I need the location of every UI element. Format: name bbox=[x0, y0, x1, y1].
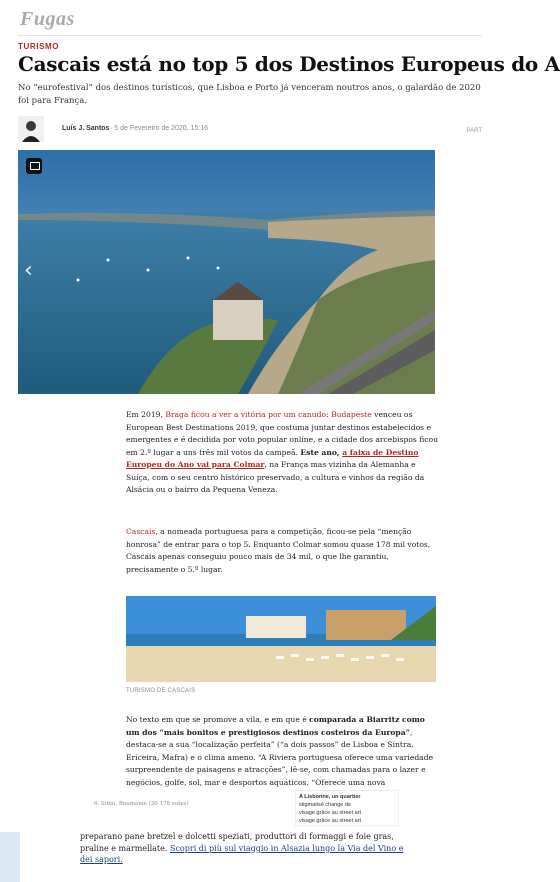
section-label[interactable]: TURISMO bbox=[18, 42, 60, 51]
publish-date: · 5 de Fevereiro de 2020, 15:16 bbox=[110, 125, 209, 132]
popup-line: visage grâce au street art bbox=[299, 818, 362, 824]
header-divider bbox=[18, 35, 482, 36]
popup-line: A Lisbonne, un quartier bbox=[299, 794, 361, 800]
link-cascais[interactable]: Cascais bbox=[126, 527, 156, 536]
link-braga[interactable]: Braga ficou a ver a vitória por um canudo bbox=[165, 410, 327, 419]
gallery-icon[interactable] bbox=[26, 158, 42, 174]
site-logo-text: Fugas bbox=[20, 8, 75, 30]
paragraph-2: Cascais, a nomeada portuguesa para a competição, ficou-se pela “menção honrosa” de entrar para o top 5. Enquanto Colmar somou quase 178 mil votos, Cascais apenas conseguiu pouco mais de 34 mil, o que lhe garantiu, precisamente o 5.º lugar. bbox=[126, 527, 431, 574]
ranking-overlay-text: 6. Sibiu, Roumanie (30 178 votes) bbox=[94, 801, 189, 807]
bottom-left-tab[interactable] bbox=[0, 832, 20, 882]
link-colmar[interactable]: a faixa de Destino Europeu do Ano vai para Colmar bbox=[126, 447, 419, 469]
author-avatar[interactable] bbox=[18, 116, 44, 142]
paragraph-3: No texto em que se promove a vila, e em que é comparada a Biarritz como um dos “mais bonitos e prestigiosos destinos costeiros da Europa”, destaca-se a sua “localização perfeita” (“a dois passos” de Lisboa e Sintra, Ericeira, Mafra) e o clima ameno. “A Riviera portuguesa oferece uma variedade surpreendente de paisagens e atracções”, lê-se, com chamadas para o lazer e negócios, golfe, sol, mar e desportos aquáticos. “Oferece uma nova bbox=[126, 715, 434, 787]
article-lede: No “eurofestival” dos destinos turísticos, que Lisboa e Porto já venceram noutros anos, o galardão de 2020 foi para França. bbox=[18, 83, 481, 106]
image-caption: TURISMO DE CASCAIS bbox=[126, 688, 196, 694]
hero-image[interactable] bbox=[18, 150, 435, 394]
byline bbox=[18, 116, 482, 142]
author-name[interactable]: Luís J. Santos bbox=[62, 125, 110, 132]
popup-line: visage grâce au street art bbox=[299, 810, 362, 816]
article-title: Cascais está no top 5 dos Destinos Europeus do A bbox=[18, 52, 560, 76]
paragraph-1: Em 2019, Braga ficou a ver a vitória por um canudo: Budapeste venceu os European Best Destinations 2019, que costuma juntar destinos estabelecidos e emergentes e é decidida por voto popular online, e a cidade dos arcebispos ficou em 2.º lugar a uns três mil votos da campeã. Este ano, a faixa de Destino Europeu do Ano vai para Colmar, na França mas vizinha da Alemanha e Suíça, com o seu centro histórico preservado, a cultura e vinhos da região da Alsácia ou o bairro da Pequena Veneza. bbox=[126, 410, 439, 494]
alsace-trip-link[interactable]: Scopri di più sul viaggio in Alsazia lungo la Via del Vino e dei sapori. bbox=[80, 843, 404, 864]
chevron-left-icon[interactable]: ‹ bbox=[24, 258, 33, 283]
popup-line: stigmatisé change de bbox=[299, 802, 351, 808]
link-budapeste[interactable]: Budapeste bbox=[331, 410, 372, 419]
bottom-banner-text: preparano pane bretzel e dolcetti speziati, produttori di formaggi e foie gras, praline e marmellate. Scopri di più sul viaggio in Alsazia lungo la Via del Vino e dei sapori. bbox=[80, 832, 404, 864]
related-article-popup[interactable] bbox=[295, 790, 399, 826]
share-label[interactable]: PART bbox=[466, 128, 482, 134]
cascais-beach-image[interactable] bbox=[126, 596, 436, 682]
site-logo[interactable] bbox=[20, 8, 75, 31]
